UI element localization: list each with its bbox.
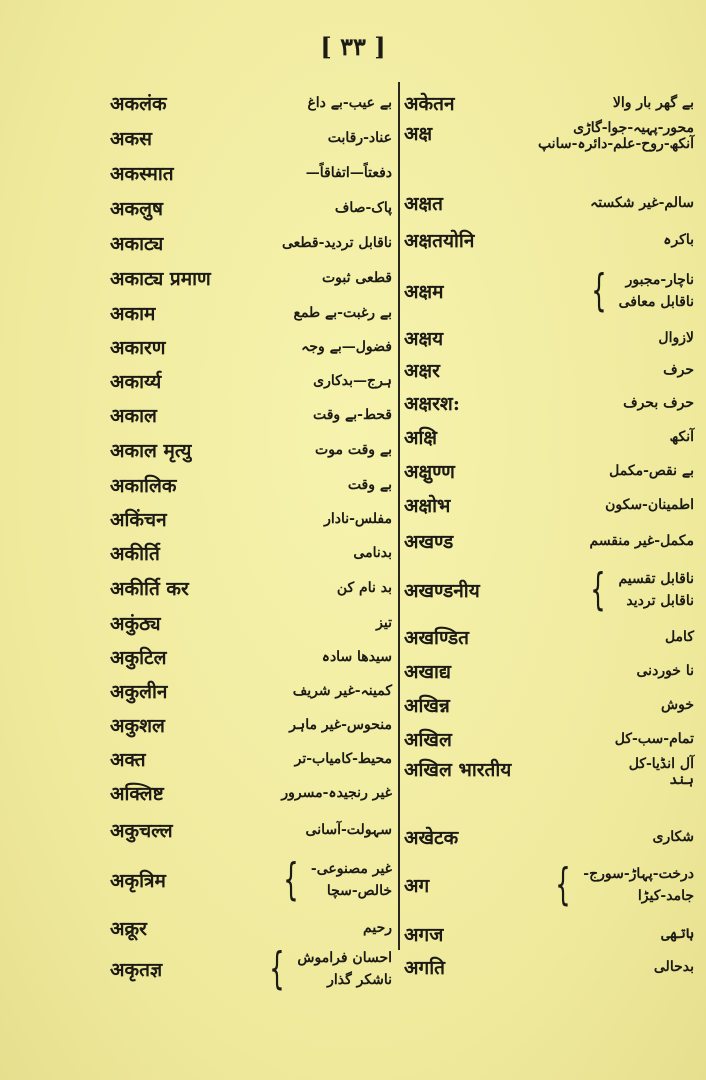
meaning-continued: ہند <box>669 772 694 788</box>
headword: अकाट्य प्रमाण <box>110 268 211 290</box>
dictionary-entry <box>110 708 392 742</box>
dictionary-entry <box>404 756 694 820</box>
headword: अखिल भारतीय <box>404 759 512 781</box>
dictionary-entry <box>110 156 392 190</box>
headword: अकुटिल <box>110 647 167 669</box>
meaning: بے وقت <box>347 477 392 493</box>
meaning: محور-پہیہ-جوا-گاڑی <box>573 120 694 136</box>
meaning: بے عیب-بے داغ <box>307 95 392 111</box>
headword: अकलंक <box>110 93 167 115</box>
dictionary-entry <box>110 468 392 502</box>
meaning: فضول—بے وجہ <box>301 339 392 355</box>
meaning: باکرہ <box>663 232 694 248</box>
dictionary-entry <box>110 606 392 640</box>
headword: अखिन्न <box>404 695 450 717</box>
brace-mark: { <box>590 265 607 316</box>
brace-mark: { <box>555 859 571 910</box>
dictionary-entry <box>404 952 694 982</box>
meaning: غیر رنجیدہ-مسرور <box>281 785 392 801</box>
headword: अखेटक <box>404 827 459 849</box>
meaning-line: ناقابل تقسیم <box>618 571 694 587</box>
dictionary-entry <box>404 260 694 322</box>
dictionary-entry <box>404 354 694 386</box>
meaning: بے رغبت-بے طمع <box>293 305 392 321</box>
dictionary-entry <box>404 488 694 522</box>
meaning-group <box>543 859 694 910</box>
dictionary-entry <box>110 536 392 570</box>
right-column <box>404 86 694 982</box>
meaning: نا خوردنی <box>636 663 694 679</box>
headword: अकृतज्ञ <box>110 959 163 981</box>
dictionary-entry <box>110 776 392 810</box>
meaning-lines <box>583 863 694 907</box>
headword: अक्षि <box>404 427 438 449</box>
meaning: مکمل-غیر منقسم <box>589 533 694 549</box>
meaning: خوش <box>661 697 694 713</box>
meaning: ہرج—بدکاری <box>313 373 392 389</box>
meaning: آنکھ <box>669 429 694 445</box>
dictionary-entry <box>404 916 694 952</box>
dictionary-entry <box>110 742 392 776</box>
meaning: قطعی ثبوت <box>321 270 392 286</box>
meaning: پاک-صاف <box>334 200 392 216</box>
meaning-lines <box>297 947 392 991</box>
page-number: [ ٣٣ ] <box>320 32 386 61</box>
headword: अकाल मृत्यु <box>110 440 192 462</box>
meaning-group <box>629 756 694 788</box>
headword: अग <box>404 875 430 897</box>
headword: अक्लिष्ट <box>110 783 164 805</box>
headword: अकाट्य <box>110 233 164 255</box>
meaning: شکاری <box>652 829 694 845</box>
dictionary-entry <box>404 722 694 756</box>
dictionary-entry <box>404 86 694 120</box>
meaning: بدنامی <box>353 545 392 561</box>
headword: अकीर्ति <box>110 543 160 565</box>
headword: अकेतन <box>404 93 455 115</box>
meaning-line: درخت-پہاڑ-سورج- <box>583 866 694 882</box>
dictionary-entry <box>110 86 392 120</box>
headword: अखण्डनीय <box>404 580 480 602</box>
dictionary-entry <box>110 943 392 994</box>
dictionary-entry <box>404 186 694 220</box>
dictionary-entry <box>110 570 392 606</box>
headword: अखाद्य <box>404 661 451 683</box>
meaning: سالم-غیر شکستہ <box>590 195 694 211</box>
meaning: حرف بحرف <box>623 395 694 411</box>
meaning-line: احسان فراموش <box>297 950 392 966</box>
meaning: محیط-کامیاب-تر <box>294 751 392 767</box>
headword: अकार्य्य <box>110 371 162 393</box>
meaning: سہولت-آسانی <box>305 822 392 838</box>
dictionary-entry <box>110 260 392 296</box>
headword: अकलुष <box>110 198 163 220</box>
headword: अकुलीन <box>110 681 168 703</box>
dictionary-entry <box>404 120 694 186</box>
meaning: بے نقص-مکمل <box>609 463 694 479</box>
headword: अखण्ड <box>404 531 454 553</box>
dictionary-entry <box>404 688 694 722</box>
meaning: منحوس-غیر ماہر <box>289 717 392 733</box>
headword: अखिल <box>404 729 452 751</box>
meaning: رحیم <box>363 920 392 936</box>
meaning: سیدھا سادہ <box>321 649 392 665</box>
meaning-line: ناقابل معافی <box>618 294 694 310</box>
headword: अकाम <box>110 303 156 325</box>
dictionary-entry <box>404 454 694 488</box>
dictionary-entry <box>404 654 694 688</box>
meaning: تیز <box>376 615 392 631</box>
headword: अकारण <box>110 337 166 359</box>
headword: अकिंचन <box>110 509 167 531</box>
headword: अक्षय <box>404 328 444 350</box>
meaning: بے وقت موت <box>315 442 392 458</box>
meaning: بد نام کن <box>336 580 392 596</box>
meaning: کمینہ-غیر شریف <box>292 683 392 699</box>
meaning-line: غیر مصنوعی- <box>310 861 392 877</box>
brace-mark: { <box>283 854 299 905</box>
meaning: ناقابل تردید-قطعی <box>281 235 392 251</box>
headword: अक्षर <box>404 360 440 382</box>
headword: अक्ष <box>404 123 433 145</box>
meaning-lines <box>619 269 694 313</box>
meaning: بے گھر بار والا <box>612 95 694 111</box>
headword: अकस्मात <box>110 163 174 185</box>
meaning-line: ناقابل تردید <box>626 593 694 609</box>
meaning: بدحالی <box>653 959 694 975</box>
dictionary-entry <box>110 810 392 850</box>
headword: अक्त <box>110 749 146 771</box>
dictionary-entry <box>110 296 392 330</box>
dictionary-entry <box>404 820 694 854</box>
headword: अक्षुण्ण <box>404 461 455 483</box>
meaning: مفلس-نادار <box>324 511 392 527</box>
headword: अक्षतयोनि <box>404 230 475 252</box>
headword: अक्षत <box>404 193 443 215</box>
dictionary-entry <box>110 674 392 708</box>
dictionary-entry <box>110 120 392 156</box>
headword: अकुंठ्य <box>110 613 161 635</box>
dictionary-entry <box>404 620 694 654</box>
meaning-lines <box>618 568 694 612</box>
headword: अकृत्रिम <box>110 870 166 892</box>
meaning-line: ناشکر گذار <box>327 972 392 988</box>
dictionary-entry <box>404 560 694 620</box>
meaning: عناد-رقابت <box>327 130 392 146</box>
meaning: قحط-بے وقت <box>312 407 392 423</box>
dictionary-entry <box>404 522 694 560</box>
dictionary-entry <box>404 386 694 420</box>
meaning-lines <box>311 858 392 902</box>
headword: अक्रूर <box>110 918 147 940</box>
meaning-continued: آنکھ-روح-علم-دائرہ-سانپ <box>537 136 694 152</box>
meaning: ہاتھی <box>661 926 694 942</box>
dictionary-entry <box>110 364 392 398</box>
headword: अकीर्ति कर <box>110 578 189 600</box>
headword: अगति <box>404 957 445 979</box>
dictionary-entry <box>110 226 392 260</box>
brace-mark: { <box>590 564 607 615</box>
meaning: اطمینان-سکون <box>605 497 694 513</box>
meaning-line: خالص-سچا <box>326 883 392 899</box>
dictionary-entry <box>110 330 392 364</box>
dictionary-entry <box>110 398 392 432</box>
dictionary-entry <box>110 640 392 674</box>
headword: अकस <box>110 128 152 150</box>
meaning-group <box>579 265 694 316</box>
dictionary-entry <box>110 190 392 226</box>
meaning-group <box>271 854 392 905</box>
meaning-line: ناچار-مجبور <box>625 272 694 288</box>
meaning: تمام-سب-کل <box>614 731 694 747</box>
headword: अक्षरश: <box>404 393 460 415</box>
headword: अकुचल्ल <box>110 820 173 842</box>
meaning-group <box>257 943 392 994</box>
meaning-line: جامد-کیڑا <box>637 888 694 904</box>
dictionary-entry <box>404 420 694 454</box>
meaning: آل انڈیا-کل <box>628 756 694 772</box>
dictionary-entry <box>404 322 694 354</box>
headword: अकुशल <box>110 715 165 737</box>
dictionary-entry <box>110 502 392 536</box>
left-column <box>110 86 392 992</box>
dictionary-entry <box>404 854 694 916</box>
meaning-group <box>538 120 694 152</box>
meaning: کامل <box>664 629 694 645</box>
column-divider <box>398 82 400 950</box>
headword: अकालिक <box>110 475 177 497</box>
headword: अक्षोभ <box>404 495 451 517</box>
meaning-group <box>578 564 694 615</box>
dictionary-entry <box>110 910 392 946</box>
headword: अकाल <box>110 405 157 427</box>
headword: अक्षम <box>404 281 444 303</box>
meaning: لازوال <box>658 330 694 346</box>
brace-mark: { <box>269 943 286 994</box>
headword: अखण्डित <box>404 627 469 649</box>
dictionary-entry <box>110 432 392 468</box>
meaning: حرف <box>663 362 694 378</box>
dictionary-entry <box>404 220 694 260</box>
headword: अगज <box>404 924 444 946</box>
meaning: دفعتاً—اتفاقاً— <box>305 165 392 181</box>
dictionary-entry <box>110 850 392 910</box>
